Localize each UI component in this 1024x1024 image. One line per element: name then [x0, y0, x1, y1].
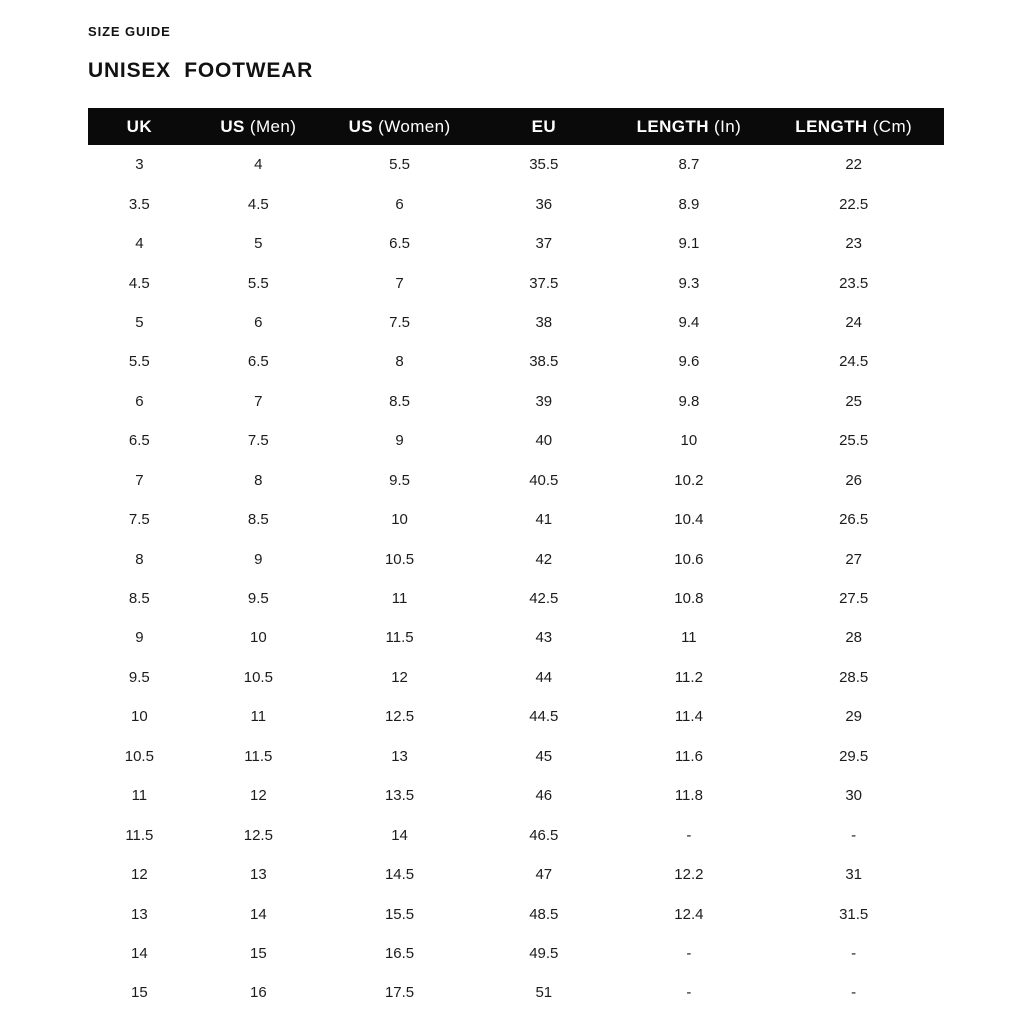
table-cell: 42 [473, 539, 614, 578]
table-cell: 31.5 [763, 894, 944, 933]
table-cell: 17.5 [326, 973, 473, 1012]
table-cell: 23 [763, 224, 944, 263]
table-cell: 26.5 [763, 500, 944, 539]
table-cell: 10 [191, 618, 326, 657]
table-cell: 7.5 [191, 421, 326, 460]
table-cell: 10.5 [191, 658, 326, 697]
page-title: UNISEX FOOTWEAR [88, 59, 314, 82]
table-cell: 44 [473, 658, 614, 697]
table-cell: 4 [88, 224, 191, 263]
column-header-us-women- [326, 108, 473, 145]
table-cell: 10.4 [614, 500, 763, 539]
table-cell: 41 [473, 500, 614, 539]
table-cell: 11.6 [614, 737, 763, 776]
table-cell: 11.4 [614, 697, 763, 736]
table-cell: 45 [473, 737, 614, 776]
table-cell: 8.7 [614, 145, 763, 184]
table-cell: 8 [191, 461, 326, 500]
table-cell: 9.5 [191, 579, 326, 618]
table-cell: 29.5 [763, 737, 944, 776]
size-table-header [88, 108, 944, 145]
table-cell: 8 [326, 342, 473, 381]
table-cell: 46 [473, 776, 614, 815]
table-cell: 51 [473, 973, 614, 1012]
column-header-uk [88, 108, 191, 145]
table-cell: 15 [88, 973, 191, 1012]
table-cell: 4.5 [191, 184, 326, 223]
header-row [88, 108, 944, 145]
column-header-sub-text: (Men) [244, 116, 297, 136]
table-cell: 47 [473, 855, 614, 894]
table-cell: 9 [191, 539, 326, 578]
table-cell: - [614, 973, 763, 1012]
size-conversion-table [88, 108, 944, 1013]
table-cell: 8.5 [326, 382, 473, 421]
table-cell: 11 [326, 579, 473, 618]
table-row [88, 342, 944, 381]
table-cell: 5.5 [326, 145, 473, 184]
table-cell: 25.5 [763, 421, 944, 460]
table-cell: 7 [326, 263, 473, 302]
table-row [88, 500, 944, 539]
table-cell: 40.5 [473, 461, 614, 500]
table-cell: 10 [88, 697, 191, 736]
table-cell: 46.5 [473, 815, 614, 854]
table-cell: 27.5 [763, 579, 944, 618]
column-header-us-men- [191, 108, 326, 145]
table-cell: 11.5 [191, 737, 326, 776]
table-cell: 12.2 [614, 855, 763, 894]
table-cell: 11.2 [614, 658, 763, 697]
column-header-sub-text: (In) [708, 116, 742, 136]
table-row [88, 382, 944, 421]
table-cell: 6 [326, 184, 473, 223]
table-cell: 11 [88, 776, 191, 815]
table-row [88, 303, 944, 342]
table-cell: 11.8 [614, 776, 763, 815]
table-cell: 10 [326, 500, 473, 539]
table-cell: 24 [763, 303, 944, 342]
table-row [88, 263, 944, 302]
table-cell: 38.5 [473, 342, 614, 381]
column-header-bold-text: EU [531, 116, 556, 136]
table-cell: 7 [191, 382, 326, 421]
table-cell: 7 [88, 461, 191, 500]
table-row [88, 539, 944, 578]
table-cell: 15.5 [326, 894, 473, 933]
table-cell: 13 [88, 894, 191, 933]
table-row [88, 855, 944, 894]
table-cell: 9.8 [614, 382, 763, 421]
table-row [88, 815, 944, 854]
column-header-sub-text: (Women) [373, 116, 451, 136]
table-cell: 12 [88, 855, 191, 894]
column-header-bold-text: UK [126, 116, 153, 136]
column-header-bold-text: US [220, 116, 245, 136]
column-header-eu [473, 108, 614, 145]
table-cell: 9.3 [614, 263, 763, 302]
table-cell: 7.5 [88, 500, 191, 539]
table-cell: 14 [88, 934, 191, 973]
table-cell: 28.5 [763, 658, 944, 697]
table-cell: 8.9 [614, 184, 763, 223]
table-cell: - [763, 815, 944, 854]
table-cell: 16 [191, 973, 326, 1012]
table-cell: 30 [763, 776, 944, 815]
table-cell: 11 [614, 618, 763, 657]
table-cell: 12.4 [614, 894, 763, 933]
table-cell: 6 [191, 303, 326, 342]
size-guide-label: SIZE GUIDE [88, 24, 171, 39]
table-row [88, 224, 944, 263]
table-cell: 22 [763, 145, 944, 184]
table-cell: 10.8 [614, 579, 763, 618]
table-cell: 37.5 [473, 263, 614, 302]
table-cell: 10.5 [326, 539, 473, 578]
table-row [88, 894, 944, 933]
table-cell: 39 [473, 382, 614, 421]
table-cell: 25 [763, 382, 944, 421]
table-cell: 15 [191, 934, 326, 973]
table-cell: 10 [614, 421, 763, 460]
table-cell: 38 [473, 303, 614, 342]
table-cell: 9.5 [326, 461, 473, 500]
table-cell: 29 [763, 697, 944, 736]
table-cell: 42.5 [473, 579, 614, 618]
table-cell: 10.5 [88, 737, 191, 776]
table-cell: 26 [763, 461, 944, 500]
table-row [88, 934, 944, 973]
table-cell: 12.5 [191, 815, 326, 854]
table-cell: 7.5 [326, 303, 473, 342]
table-cell: 5 [191, 224, 326, 263]
table-cell: 8.5 [88, 579, 191, 618]
table-row [88, 461, 944, 500]
table-cell: 4 [191, 145, 326, 184]
table-row [88, 145, 944, 184]
column-header-bold-text: LENGTH [636, 116, 709, 136]
table-cell: - [763, 973, 944, 1012]
table-cell: - [763, 934, 944, 973]
table-row [88, 579, 944, 618]
table-row [88, 737, 944, 776]
table-cell: 11 [191, 697, 326, 736]
table-cell: 9 [326, 421, 473, 460]
table-cell: 6.5 [191, 342, 326, 381]
table-row [88, 658, 944, 697]
table-row [88, 421, 944, 460]
table-cell: 12 [326, 658, 473, 697]
table-cell: 13.5 [326, 776, 473, 815]
table-cell: 44.5 [473, 697, 614, 736]
table-row [88, 618, 944, 657]
table-cell: 31 [763, 855, 944, 894]
table-cell: 4.5 [88, 263, 191, 302]
table-cell: 24.5 [763, 342, 944, 381]
table-cell: 5.5 [191, 263, 326, 302]
table-cell: 35.5 [473, 145, 614, 184]
table-cell: 12 [191, 776, 326, 815]
table-cell: 37 [473, 224, 614, 263]
table-row [88, 973, 944, 1012]
column-header-bold-text: US [348, 116, 374, 136]
table-cell: 5.5 [88, 342, 191, 381]
table-cell: 3 [88, 145, 191, 184]
table-row [88, 776, 944, 815]
table-cell: 36 [473, 184, 614, 223]
table-cell: 13 [326, 737, 473, 776]
table-cell: 49.5 [473, 934, 614, 973]
table-cell: 23.5 [763, 263, 944, 302]
table-cell: 9.6 [614, 342, 763, 381]
table-cell: 11.5 [88, 815, 191, 854]
table-cell: 6.5 [88, 421, 191, 460]
size-table-body [88, 145, 944, 1013]
table-cell: 9.5 [88, 658, 191, 697]
table-cell: 40 [473, 421, 614, 460]
table-cell: 10.6 [614, 539, 763, 578]
table-cell: 16.5 [326, 934, 473, 973]
table-cell: 27 [763, 539, 944, 578]
table-cell: 6.5 [326, 224, 473, 263]
table-row [88, 697, 944, 736]
column-header-sub-text: (Cm) [867, 116, 913, 136]
table-cell: 9.1 [614, 224, 763, 263]
table-row [88, 184, 944, 223]
table-cell: 5 [88, 303, 191, 342]
table-cell: 12.5 [326, 697, 473, 736]
column-header-length-cm- [763, 108, 944, 145]
table-cell: 9.4 [614, 303, 763, 342]
table-cell: 8.5 [191, 500, 326, 539]
table-cell: 6 [88, 382, 191, 421]
table-cell: 10.2 [614, 461, 763, 500]
column-header-length-in- [614, 108, 763, 145]
table-cell: 11.5 [326, 618, 473, 657]
table-cell: 28 [763, 618, 944, 657]
table-cell: 8 [88, 539, 191, 578]
table-cell: 14 [326, 815, 473, 854]
table-cell: - [614, 815, 763, 854]
table-cell: 22.5 [763, 184, 944, 223]
table-cell: 13 [191, 855, 326, 894]
table-cell: 48.5 [473, 894, 614, 933]
column-header-bold-text: LENGTH [795, 116, 868, 136]
table-cell: 3.5 [88, 184, 191, 223]
table-cell: 43 [473, 618, 614, 657]
table-cell: 14 [191, 894, 326, 933]
table-cell: 14.5 [326, 855, 473, 894]
table-cell: 9 [88, 618, 191, 657]
table-cell: - [614, 934, 763, 973]
